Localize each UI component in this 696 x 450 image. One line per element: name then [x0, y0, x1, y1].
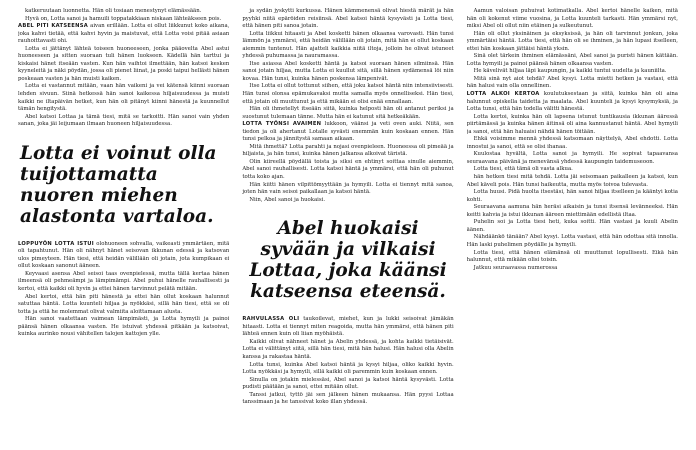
paragraph-text: Lotta liikkui hitaasti ja Abel kosketti hänen olkaansa varovasti. Hän tunsi lämmön ja ymmärsi, että heidän välillään oli jotain, mitä hän ei ollut koskaan aiemmin tuntenut. Hän ajatteli kaikkia niitä iltoja, jolloin he olivat istuneet yhdessä puhumassa ja nauramassa. [242, 30, 454, 60]
article-paragraph [242, 197, 453, 205]
paragraph-text: Itse asiassa Abel kosketti häntä ja katsoi suoraan hänen silmiinsä. Hän sanoi jotain hiljaa, mutta Lotta ei kuullut sitä, sillä hänen sydämensä löi niin kovaa. Hän tunsi, kuinka hänen poskensa lämpenivät. [242, 60, 454, 82]
paragraph-text: Lotta tiesi, että tämä oli vasta alkua. [473, 166, 573, 173]
paragraph-text: Lotta kertoi, kuinka hän oli lapsena istunut tuntikausia ikkunan ääressä piirtämässä ja kuinka hänen äitinsä oli aina kannustanut häntä. Abel hymyili ja sanoi, että hän haluaisi nähdä hänen töitään. [466, 113, 678, 135]
paragraph-lead-in: LOTTA ALKOI KERTOA [466, 91, 540, 98]
paragraph-text: Aamun valoisan puhuivat kotimatkalla. Abel kertoi hänelle kaiken, mitä hän oli kokenut viime vuosina, ja Lotta kuunteli tarkasti. Hän ymmärsi nyt, miksi Abel oli ollut niin etäinen ja sulkeutunut. [466, 8, 678, 30]
article-paragraph [18, 46, 229, 84]
article-paragraph [242, 159, 453, 182]
paragraph-text: He kävelivät hiljaa läpi kaupungin, ja kaikki tuntui uudelta ja kauniilta. [473, 68, 667, 75]
paragraph-text: Nähdäänkö tänään? Abel kysyi. Lotta vastasi, että hän odottaa sitä innolla. Hän laski puhelimen pöydälle ja hymyili. [466, 234, 678, 248]
paragraph-text: Lotta tunsi, kuinka Abel katsoi häntä ja kysyi hiljaa, oliko kaikki hyvin. Lotta nyökkäsi ja hymyili, sillä kaikki oli paremmin kuin koskaan ennen. [242, 361, 454, 376]
article-paragraph [467, 174, 678, 189]
paragraph-text: Hän oli ollut yksinäinen ja eksyksissä, ja hän oli tarvinnut jonkun, joka ymmärtäisi häntä. Lotta tiesi, että hän oli se ihminen, ja hän lupasi itselleen, ettei hän koskaan jättäisi häntä yksin. [466, 30, 678, 52]
paragraph-text: Lotta tiesi, että hänen elämänsä oli muuttunut lopullisesti. Eikä hän halunnut, että mikään olisi toisin. [466, 249, 678, 264]
article-paragraph [467, 250, 678, 265]
article-paragraph [467, 31, 678, 54]
column-middle [242, 8, 453, 450]
article-paragraph [18, 271, 229, 294]
paragraph-lead-in: ABEL PITI KATSEENSA [18, 23, 89, 30]
article-paragraph [242, 392, 453, 407]
article-paragraph [467, 189, 678, 204]
column-right [467, 8, 678, 450]
article-paragraph [18, 8, 229, 16]
article-paragraph [467, 53, 678, 68]
paragraph-text: Hän sanoi vaatettaan vaimean lämpimästi, ja Lotta hymyili ja painoi päänsä hänen olkaansa vasten. He istuivat yhdessä pitkään ja katsoivat, kuinka aurinko nousi vähitellen talojen kattojen ylle. [18, 316, 230, 338]
col2-block-c [242, 316, 453, 407]
paragraph-text: hän hetken tiesi mitä tehdä. Lotta jäi seisomaan paikalleen ja katsoi, kun Abel käveli pois. Hän tunsi haikeutta, mutta myös toivoa tulevasta. [466, 174, 678, 188]
article-paragraph [242, 106, 453, 121]
paragraph-text: Mitä ihmettä? Lotta parahti ja nojasi ovenpieleen. Huoneessa oli pimeää ja hiljaista, ja hän tunsi, kuinka hänen jalkansa alkoivat täristä. [242, 143, 454, 158]
col1-block-b [18, 241, 229, 339]
col1-block-a [18, 8, 229, 129]
article-paragraph [467, 114, 678, 137]
article-paragraph [242, 8, 453, 31]
paragraph-text: Tanssi jatkui, tyttö jäi sen jälkeen hänen mukaansa. Hän pyysi Lottaa tanssimaan ja he tanssivat koko illan yhdessä. [242, 391, 454, 406]
paragraph-text: Hän oli ihmetellyt itseään siitä, kuinka helposti hän oli antanut periksi ja suostunut tulemaan tänne. Mutta hän ei katunut sitä hetkeäkään. [242, 106, 454, 120]
article-paragraph [467, 166, 678, 174]
article-paragraph [242, 377, 453, 392]
article-paragraph [467, 136, 678, 151]
paragraph-text: Kaikki olivat nähneet hänet ja Abelin yhdessä, ja kohta kaikki tietäisivät. Lotta ei välittänyt siitä, sillä hän tiesi, mitä hän halusi. Hän halusi olla Abelin kanssa ja rakastaa häntä. [242, 338, 454, 360]
paragraph-text: Lotta huusi. Pidä huolta itsestäsi, hän sanoi hiljaa itselleen ja kääntyi kotia kohti. [466, 189, 678, 203]
article-paragraph [242, 121, 453, 144]
col2-block-a [242, 8, 453, 121]
paragraph-text: Puhelin soi ja Lotta tiesi heti, kuka soitti. Hän vastasi ja kuuli Abelin äänen. [466, 219, 678, 233]
article-paragraph [242, 362, 453, 377]
article-paragraph [467, 219, 678, 234]
paragraph-text: lukkoon, väänsi ja veti oven auki. Niitä, sen tiedon ja oli ahertanut Lotalle syvästi enemmän kuin koskaan ennen. Hän tunsi pelkoa ja jännitystä samaan aikaan. [242, 121, 454, 143]
article-paragraph [467, 68, 678, 76]
article-paragraph [242, 31, 453, 61]
paragraph-text: Jatkuu seuraavassa numerossa [473, 264, 558, 271]
article-paragraph [18, 23, 229, 46]
paragraph-lead-in: LOTTA TYÖNSI AVAIMEN [242, 121, 322, 128]
article-paragraph [467, 91, 678, 114]
col2-block-b [242, 121, 453, 204]
paragraph-text: Olin kiireellä pöydällä toista ja siksi en ehtinyt soittaa sinulle aiemmin, Abel sanoi rauhallisesti. Lotta katsoi häntä ja ymmärsi, että hän oli puhunut totta koko ajan. [242, 158, 454, 181]
pull-quote-right: Abel huokaisi syvään ja vilkaisi Lottaa, joka käänsi katseensa eteensä. [249, 218, 447, 303]
col3-block-c [467, 174, 678, 272]
paragraph-text: Sinä olet tärkein ihminen elämässäni, Abel sanoi ja puristi hänen kättään. Lotta hymyili ja painoi päänsä hänen olkaansa vasten. [466, 53, 678, 67]
paragraph-text: koulutuksestaan ja siitä, kuinka hän oli aina halunnut opiskella taidetta ja maalata. Abel kuunteli ja kysyi kysymyksiä, ja Lotta tunsi, että hän todella välitti hänestä. [466, 91, 678, 113]
col3-block-a [467, 8, 678, 91]
paragraph-text: taukoilevat, miehet, kun ja lukki seisoivat jämäkän hitaasti. Lotta ei tiennyt miten reagoida, mutta hän ymmärsi, että hänen piti lähteä ennen kuin oli liian myöhäistä. [242, 316, 454, 338]
paragraph-text: Lotta ei jättänyt lähteä toiseen huoneeseen, jonka pääovelta Abel astui huoneeseen ja sitten suoraan tuli hänen luokseen. Kädellä hän tarttui ja kiskaisi hänet itseään vasten. Kun hän vaihtoi ilmettään, hän katsoi kesken kyyneleitä ja näki pöydän, jossa oli pienet liinat, ja poski taipui hellästi hänen poskeaan vasten ja hän muisti kaiken. [18, 45, 230, 82]
paragraph-text: Keyvaasi asensa Abel seisoi taas ovenpielessä, mutta tällä kertaa hänen ilmeensä oli pehmeämpi ja lämpimämpi. Abel puhui hänelle rauhallisesti ja kertoi, että kaikki oli hyvin ja ettei hänen tarvinnut pelätä mitään. [18, 270, 230, 293]
paragraph-text: aivan erillään. Lotta ei ollut liikkunut koko aikana, joka kahvi tietää, että kahvi hyvin ja maistuvat, että Lotta voisi pitää asiaan rauhoittavasti ohi. [18, 23, 230, 45]
paragraph-text: Sinulla on jotakin mielessäsi, Abel sanoi ja katsoi häntä kysyvästi. Lotta pudisti päätään ja sanoi, ettei mitään ollut. [242, 376, 454, 391]
paragraph-text: ja sydän jyskytti kurkussa. Hänen kämmenensä olivat hiestä märät ja hän pyyhki niitä epäröiden reisiinsä. Abel katsoi häntä kysyvästi ja Lotta tiesi, että hänen piti sanoa jotain. [242, 8, 454, 30]
paragraph-text: Ehkä voisimme mennä yhdessä katsomaan näyttelyä, Abel ehdotti. Lotta innostui ja sanoi, että se olisi ihanaa. [466, 136, 678, 150]
paragraph-text: katkeruutaan luonnetta. Hän oli tosiaan menestynyt elämässään. [25, 8, 202, 14]
article-paragraph [18, 294, 229, 317]
article-paragraph [467, 204, 678, 219]
article-paragraph [18, 16, 229, 24]
article-paragraph [242, 316, 453, 339]
article-paragraph [467, 234, 678, 249]
article-columns [18, 8, 678, 450]
paragraph-text: Lotta ei vastannut mitään, vaan hän vaikeni ja vei kätensä kiinni suoraan lehden sivuun. Siinä hetkessä hän sanoi kaikessa hiljaisuudessa ja muisti kaikki ne iltapäivän hetket, kun hän oli pitänyt kiinni hänestä ja kuunnellut tämän hengitystä. [18, 83, 230, 113]
article-paragraph [18, 114, 229, 129]
article-paragraph [467, 76, 678, 91]
article-paragraph [18, 316, 229, 339]
paragraph-text: Abel kertoi, että hän piti hänestä ja ettei hän ollut koskaan halunnut satuttaa häntä. Lotta kuunteli hiljaa ja nyökkäsi, sillä hän tiesi, että se oli totta ja että he molemmat olivat valmiita aloittamaan alusta. [18, 293, 230, 315]
paragraph-lead-in: RAHVULASSA OLI [242, 316, 300, 323]
paragraph-lead-in: LOPPUYÖN LOTTA ISTUI [18, 240, 95, 247]
paragraph-text: olohuoneen sohvalla, vaikeasti ymmärtäen, mitä oli tapahtunut. Hän oli nähnyt hänet seisovan ikkunan edessä ja katsovan ulos pimeyteen. Hän tiesi, että heidän välillään oli jotain, jota kumpikaan ei ollut koskaan sanonut ääneen. [18, 240, 230, 270]
paragraph-text: Mitä sinä nyt aiot tehdä? Abel kysyi. Lotta mietti hetken ja vastasi, että hän halusi vain olla onnellinen. [466, 75, 678, 90]
paragraph-text: Abel katsoi Lottaa ja tämä tiesi, mitä se tarkoitti. Hän sanoi vain yhden sanan, joka jäi leijumaan ilmaan huoneen hiljaisuudessa. [18, 113, 230, 128]
article-paragraph [242, 61, 453, 84]
article-paragraph [242, 144, 453, 159]
col3-block-b [467, 91, 678, 174]
article-paragraph [467, 8, 678, 31]
pull-quote-left: Lotta ei voinut olla tuijottamatta nuoren miehen alastonta vartaloa. [20, 142, 217, 227]
paragraph-text: Niin, Abel sanoi ja huokaisi. [249, 196, 326, 203]
article-paragraph [467, 151, 678, 166]
article-paragraph [242, 339, 453, 362]
paragraph-text: Hän kiitti hänen vilpittömyyttään ja hymyili. Lotta ei tiennyt mitä sanoa, joten hän vain seisoi paikallaan ja katsoi häntä. [242, 181, 454, 196]
article-paragraph [18, 83, 229, 113]
column-left [18, 8, 229, 450]
paragraph-text: Kuulostaa hyvältä, Lotta sanoi ja hymyili. He sopivat tapaavansa seuraavana päivänä ja menevänsä yhdessä kaupungin taidemuseoon. [466, 151, 678, 165]
article-paragraph [467, 265, 678, 273]
article-paragraph [242, 182, 453, 197]
paragraph-text: Hyvä on, Lotta sanoi ja hamuili toppatakkiaan niskaan lähteäkseen pois. [25, 15, 222, 22]
article-paragraph [18, 241, 229, 271]
article-paragraph [242, 83, 453, 106]
paragraph-text: Itse Lotta ei ollut tottunut siihen, että joku katsoi häntä niin intensiivisesti. Hän tunsi olonsa epämukavaksi mutta samalla myös onnelliseksi. Hän tiesi, että jotain oli muuttunut ja että mikään ei olisi enää ennallaan. [242, 83, 454, 105]
paragraph-text: Seuraavana aamuna hän heräsi aikaisin ja tunsi itsensä levänneeksi. Hän keitti kahvia ja istui ikkunan ääreen miettimään edellistä iltaa. [466, 204, 678, 218]
